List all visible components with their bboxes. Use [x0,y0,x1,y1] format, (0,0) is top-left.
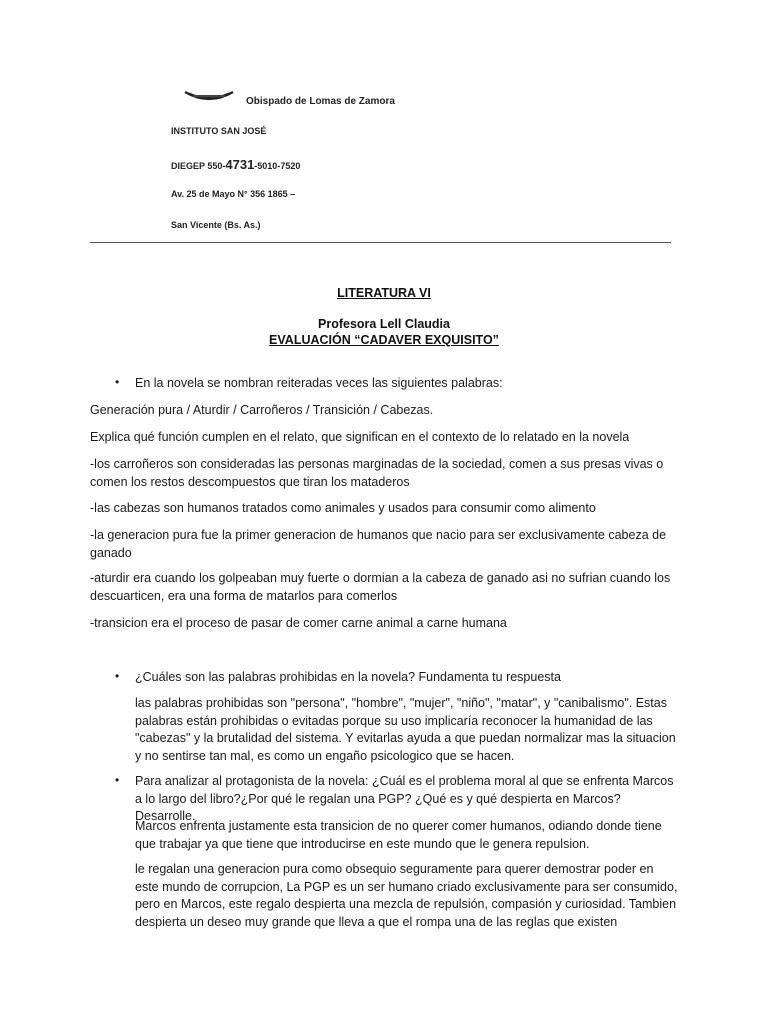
question-3: Para analizar al protagonista de la novela: ¿Cuál es el problema moral al que se enfrenta Marcos a lo largo del libro?¿Por qué le regalan una PGP? ¿Qué es y qué despierta en Marcos? Desarrolle. [135,774,674,823]
question-1: En la novela se nombran reiteradas veces las siguientes palabras: [135,376,503,390]
diegep-code-suffix: -5010-7520 [254,161,301,171]
diegep-code [171,157,300,172]
answer-cabezas: -las cabezas son humanos tratados como animales y usados para consumir como alimento [90,501,596,515]
word-list: Generación pura / Aturdir / Carroñeros / Transición / Cabezas. [90,403,434,417]
teacher-name: Profesora Lell Claudia [318,317,450,331]
diegep-code-main: 4731 [225,157,255,172]
address-line: Av. 25 de Mayo N° 356 1865 – [171,189,296,199]
answer-generacion-pura: -la generacion pura fue la primer generacion de humanos que nacio para ser exclusivamente cabeza de ganado [90,528,667,560]
answer-3b: le regalan una generacion pura como obsequio seguramente para querer demostrar poder en este mundo de corrupcion, La PGP es un ser humano criado exclusivamente para ser consumido, pero en Marcos, este regalo despierta una mezcla de repulsión, compasión y curiosidad. Tambien despierta un deseo muy grande que lleva a que el rompa una de las reglas que existen [135,862,678,929]
answer-aturdir: -aturdir era cuando los golpeaban muy fuerte o dormian a la cabeza de ganado asi no sufrian cuando los descuarticen, era una forma de matarlos para comerlos [90,571,671,603]
subject-title: LITERATURA VI [337,286,431,300]
header-divider [90,242,671,243]
answer-2: las palabras prohibidas son "persona", "hombre", "mujer", "niño", "matar", y "canibalismo". Estas palabras están prohibidas o evitadas porque su uso implicaría reconocer la humanidad de las "cabezas" y la brutalidad del sistema. Y evitarlas ayuda a que puedan normalizar mas la situacion y no sentirse tan mal, es como un engaño psicologico que se hacen. [135,696,676,763]
instruction-1: Explica qué función cumplen en el relato, que significan en el contexto de lo relatado en la novela [90,430,630,444]
organization-name: Obispado de Lomas de Zamora [246,96,395,107]
answer-transicion: -transicion era el proceso de pasar de comer carne animal a carne humana [90,616,507,630]
city-line: San Vicente (Bs. As.) [171,220,261,230]
bullet-icon: • [115,773,120,787]
institution-logo-icon [183,90,235,102]
bullet-icon: • [115,375,120,389]
answer-3a: Marcos enfrenta justamente esta transicion de no querer comer humanos, odiando donde tiene que trabajar ya que tiene que introducirse en este mundo que le genera repulsion. [135,819,662,851]
institute-name: INSTITUTO SAN JOSÉ [171,126,267,136]
diegep-code-prefix: DIEGEP 550- [171,161,226,171]
evaluation-title: EVALUACIÓN “CADAVER EXQUISITO” [269,333,499,347]
question-2: ¿Cuáles son las palabras prohibidas en la novela? Fundamenta tu respuesta [135,670,561,684]
bullet-icon: • [115,669,120,683]
answer-carroneros: -los carroñeros son consideradas las personas marginadas de la sociedad, comen a sus presas vivas o comen los restos descompuestos que tiran los mataderos [90,457,664,489]
